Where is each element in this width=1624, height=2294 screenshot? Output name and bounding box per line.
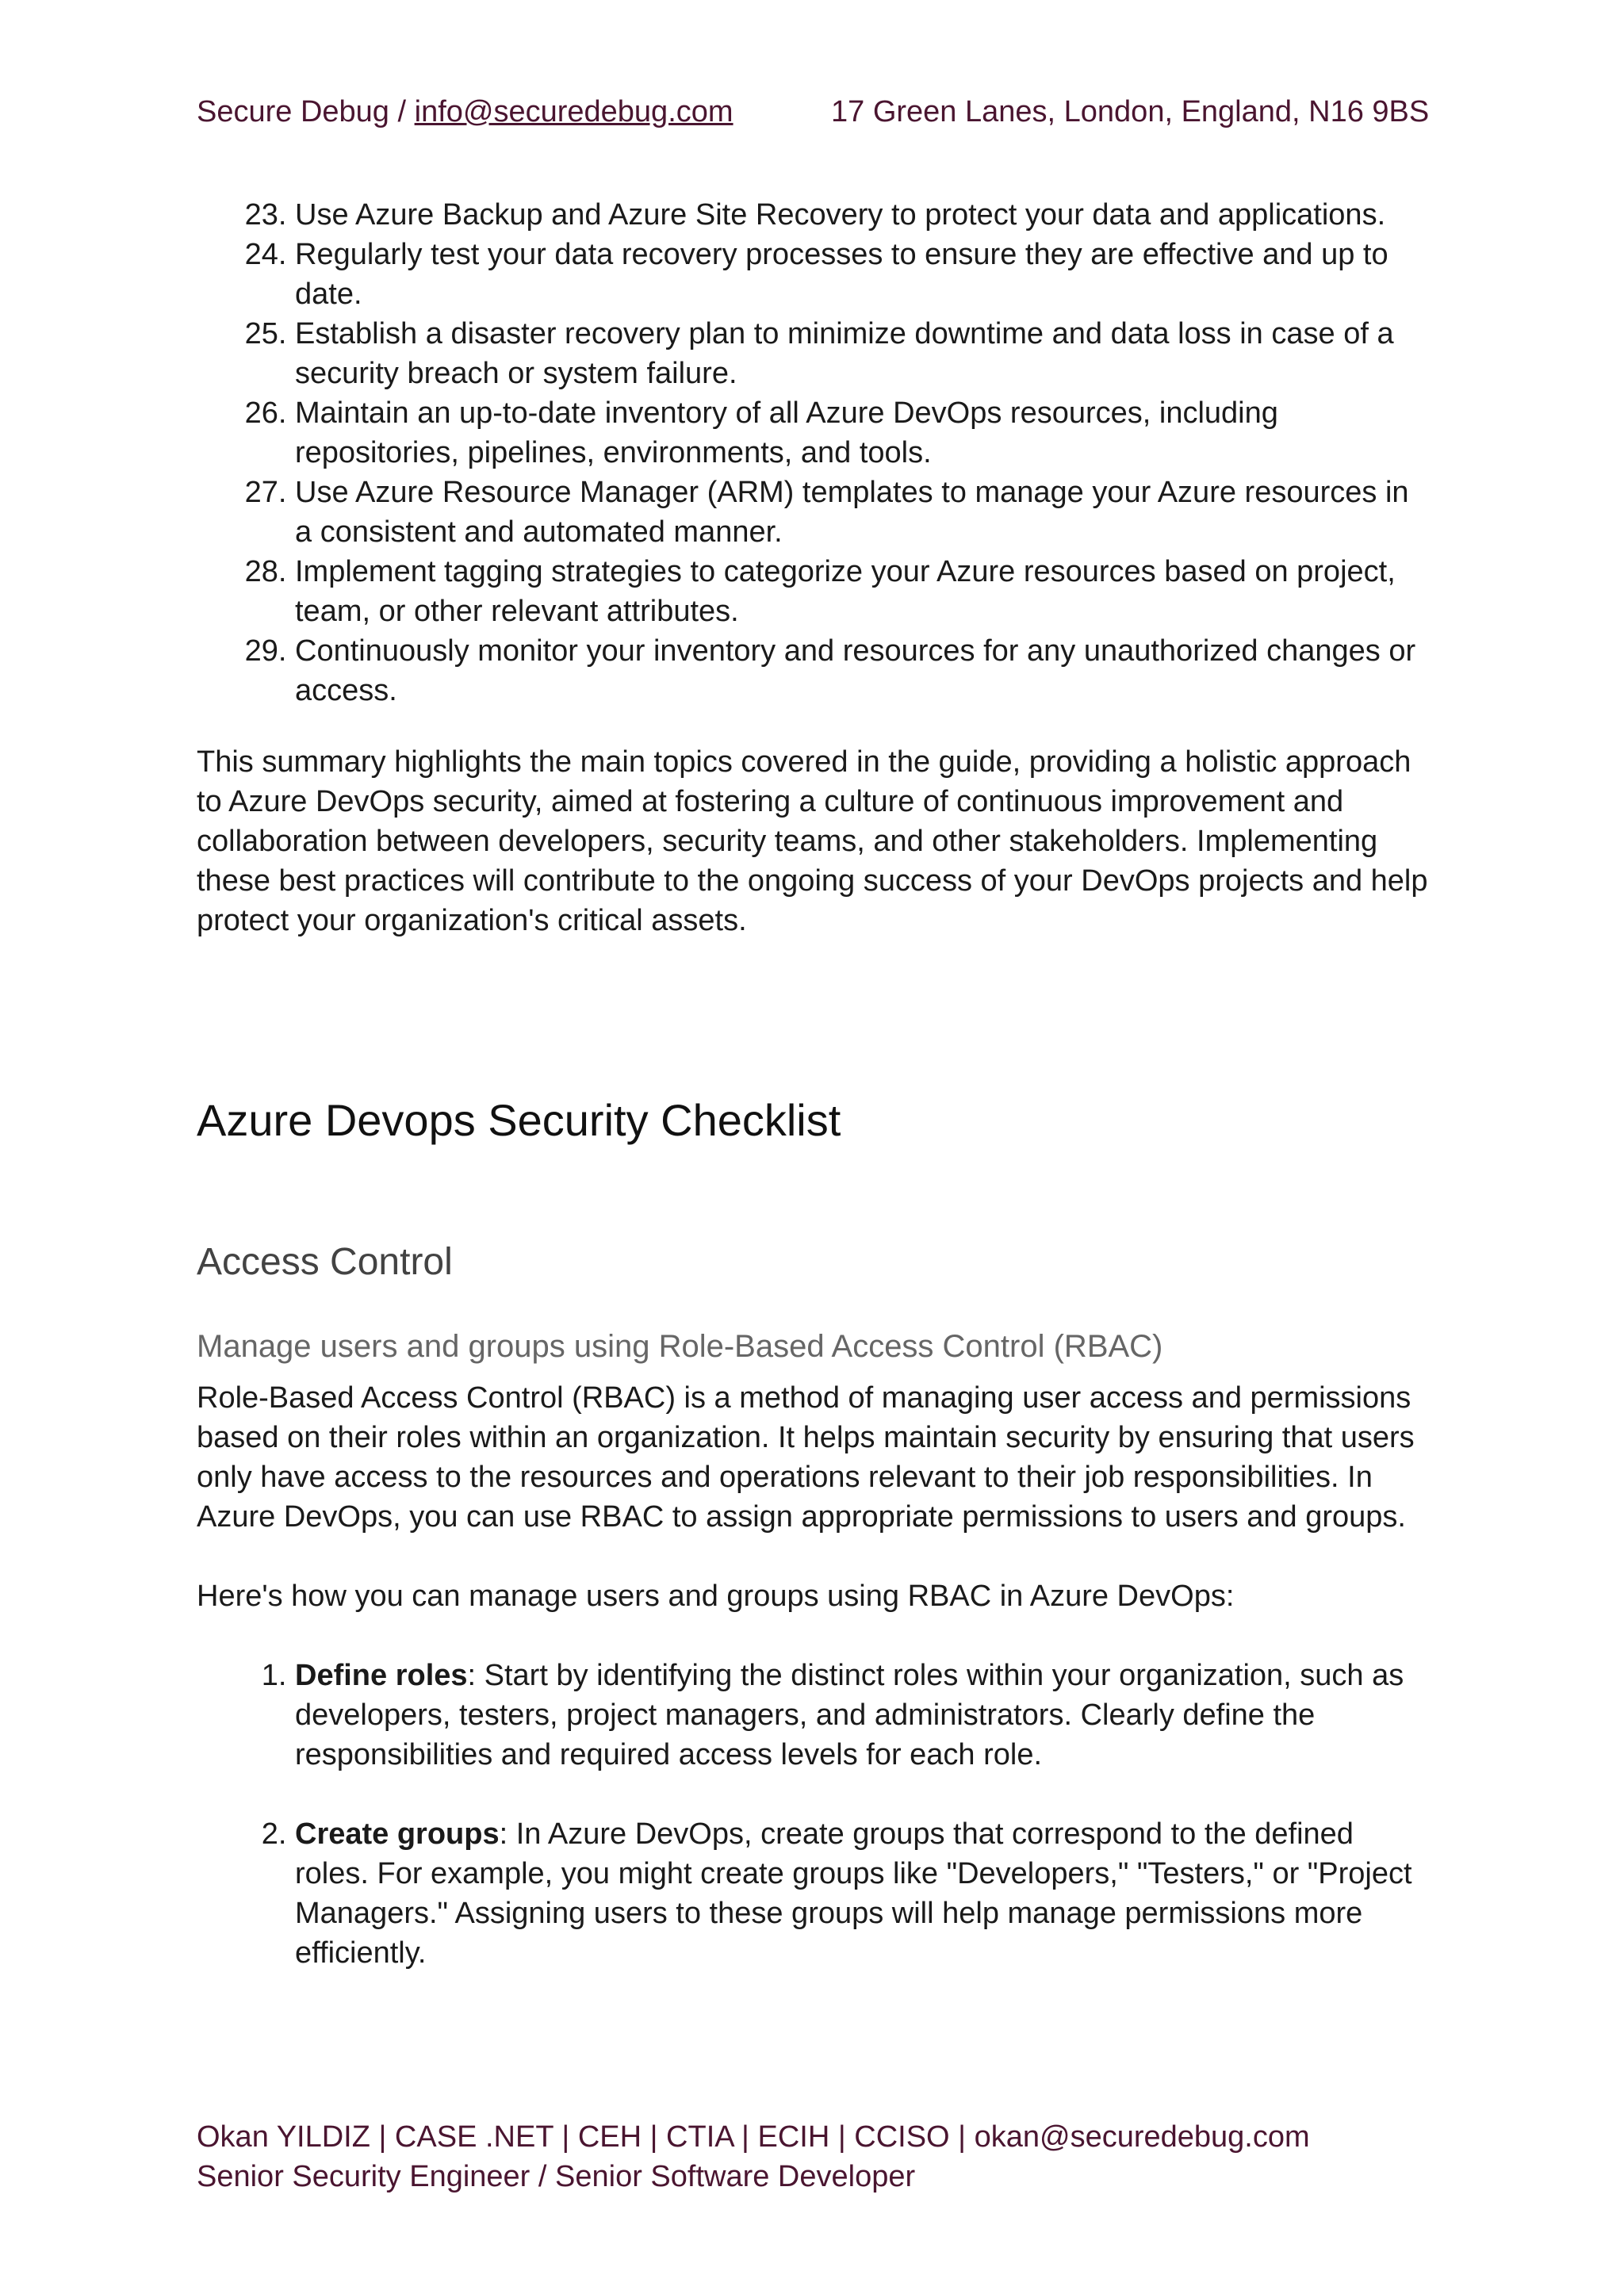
list-item: 23. Use Azure Backup and Azure Site Recovery to protect your data and applications. [295, 195, 1434, 235]
continued-list [197, 195, 1434, 710]
rbac-paragraph: Role-Based Access Control (RBAC) is a method of managing user access and permissions based on their roles within an organization. It helps maintain security by ensuring that users only have access to the resources and operations relevant to their job responsibilities. In Azure DevOps, you can use RBAC to assign appropriate permissions to users and groups. [197, 1381, 1415, 1534]
step-text: : Start by identifying the distinct roles within your organization, such as developers, testers, project managers, and administrators. Clearly define the responsibilities and required access levels for each role. [295, 1659, 1404, 1771]
list-item: 28. Implement tagging strategies to categorize your Azure resources based on project, team, or other relevant attributes. [295, 552, 1434, 631]
page-footer [197, 2117, 1310, 2196]
document-body [197, 195, 1434, 2013]
list-item: 24. Regularly test your data recovery processes to ensure they are effective and up to date. [295, 235, 1434, 314]
subsection-heading: Manage users and groups using Role-Based Access Control (RBAC) [197, 1329, 1163, 1364]
header-email-link[interactable]: info@securedebug.com [414, 95, 733, 128]
step-text: : In Azure DevOps, create groups that correspond to the defined roles. For example, you might create groups like "Developers," "Testers," or "Project Managers." Assigning users to these groups will help manage permissions more efficiently. [295, 1817, 1412, 1970]
list-item: 27. Use Azure Resource Manager (ARM) templates to manage your Azure resources in a consistent and automated manner. [295, 473, 1434, 552]
step-term: Define roles [295, 1659, 468, 1692]
list-item: 26. Maintain an up-to-date inventory of all Azure DevOps resources, including repositories, pipelines, environments, and tools. [295, 393, 1434, 473]
summary-paragraph: This summary highlights the main topics covered in the guide, providing a holistic approach to Azure DevOps security, aimed at fostering a culture of continuous improvement and collaboration between developers, security teams, and other stakeholders. Implementing these best practices will contribute to the ongoing success of your DevOps projects and help protect your organization's critical assets. [197, 745, 1428, 937]
list-item: 29. Continuously monitor your inventory and resources for any unauthorized changes or access. [295, 631, 1434, 710]
steps-list [197, 1656, 1434, 1973]
step-term: Create groups [295, 1817, 500, 1851]
footer-role: Senior Security Engineer / Senior Software Developer [197, 2160, 916, 2193]
section-heading: Access Control [197, 1241, 453, 1283]
header-address: 17 Green Lanes, London, England, N16 9BS [831, 95, 1430, 128]
steps-intro: Here's how you can manage users and groups using RBAC in Azure DevOps: [197, 1580, 1235, 1613]
step-item [295, 1656, 1434, 1775]
step-item [295, 1814, 1434, 1973]
footer-credentials: Okan YILDIZ | CASE .NET | CEH | CTIA | ECIH | CCISO | okan@securedebug.com [197, 2120, 1310, 2154]
page-header [197, 95, 1434, 129]
header-brand: Secure Debug / [197, 95, 407, 128]
page-title: Azure Devops Security Checklist [197, 1095, 841, 1145]
list-item: 25. Establish a disaster recovery plan to minimize downtime and data loss in case of a security breach or system failure. [295, 314, 1434, 393]
